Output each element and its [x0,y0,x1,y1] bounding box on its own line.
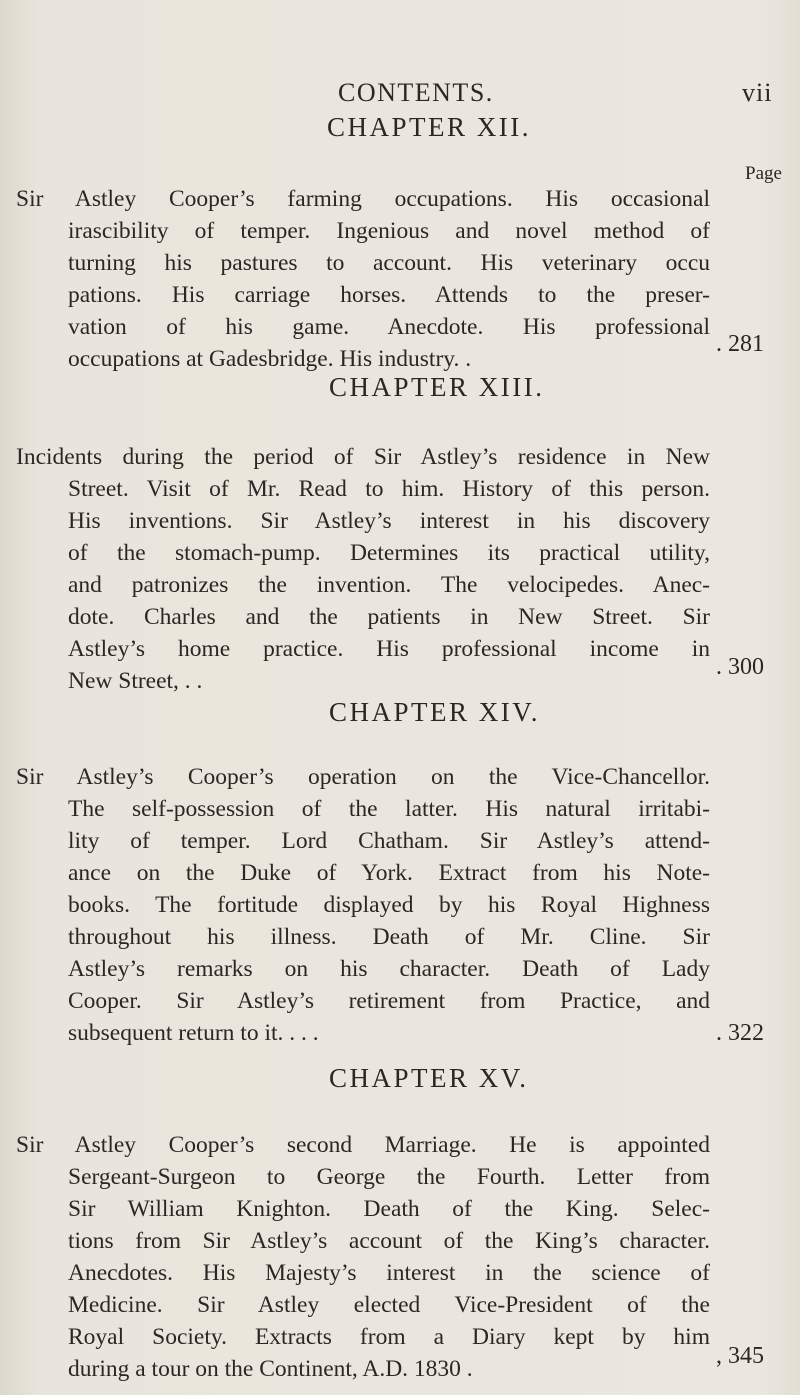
chapter-entry-xiv [16,761,710,1049]
entry-line: throughout his illness. Death of Mr. Cline. Sir [68,924,710,950]
chapter-heading-xiii: CHAPTER XIII. [329,372,545,402]
chapter-entry-xii [16,183,710,375]
entry-line: Incidents during the period of Sir Astley’s residence in New [16,444,710,470]
chapter-heading-xiv: CHAPTER XIV. [329,697,541,727]
entry-line: turning his pastures to account. His veterinary occu [68,250,710,276]
entry-line: books. The fortitude displayed by his Royal Highness [68,892,710,918]
entry-line: Sir Astley’s Cooper’s operation on the Vice-Chancellor. [16,764,710,790]
entry-line: irascibility of temper. Ingenious and novel method of [68,218,710,244]
entry-line: occupations at Gadesbridge. His industry. . [68,346,472,372]
entry-line: during a tour on the Continent, A.D. 1830 . [68,1356,473,1382]
entry-line: Sir William Knighton. Death of the King. Selec- [68,1196,710,1222]
entry-line: subsequent return to it. . . . [68,1020,319,1046]
entry-line: The self-possession of the latter. His natural irritabi- [68,796,710,822]
page-column-label: Page [745,163,782,184]
entry-line: Astley’s home practice. His professional income in [68,636,710,662]
entry-line: Anecdotes. His Majesty’s interest in the science of [68,1260,710,1286]
entry-line: tions from Sir Astley’s account of the King’s character. [68,1228,710,1254]
entry-line: Royal Society. Extracts from a Diary kept by him [68,1324,710,1350]
entry-line: dote. Charles and the patients in New Street. Sir [68,604,710,630]
chapter-entry-xiii [16,441,710,697]
entry-line: Street. Visit of Mr. Read to him. History of this person. [68,476,710,502]
entry-line: of the stomach-pump. Determines its practical utility, [68,540,710,566]
page-folio: vii [742,78,773,107]
entry-line: New Street, . . [68,668,203,694]
entry-line: and patronizes the invention. The velocipedes. Anec- [68,572,710,598]
entry-line: Medicine. Sir Astley elected Vice-President of the [68,1292,710,1318]
entry-line: ance on the Duke of York. Extract from his Note- [68,860,710,886]
page-number: . 300 [716,654,764,680]
chapter-heading-xii: CHAPTER XII. [327,112,531,142]
entry-line: pations. His carriage horses. Attends to the preser- [68,282,710,308]
running-title: CONTENTS. [338,78,494,107]
page-number: , 345 [716,1343,764,1369]
running-head [0,78,800,114]
entry-line: Sir Astley Cooper’s farming occupations. His occasional [16,186,710,212]
entry-line: Cooper. Sir Astley’s retirement from Practice, and [68,988,710,1014]
entry-line: His inventions. Sir Astley’s interest in his discovery [68,508,710,534]
entry-line: Sir Astley Cooper’s second Marriage. He is appointed [16,1132,710,1158]
page-number: . 281 [716,331,764,357]
chapter-entry-xv [16,1129,710,1385]
entry-line: Sergeant-Surgeon to George the Fourth. Letter from [68,1164,710,1190]
entry-line: vation of his game. Anecdote. His professional [68,314,710,340]
page-number: . 322 [716,1020,764,1046]
entry-line: lity of temper. Lord Chatham. Sir Astley’s attend- [68,828,710,854]
chapter-heading-xv: CHAPTER XV. [329,1063,529,1093]
entry-line: Astley’s remarks on his character. Death of Lady [68,956,710,982]
